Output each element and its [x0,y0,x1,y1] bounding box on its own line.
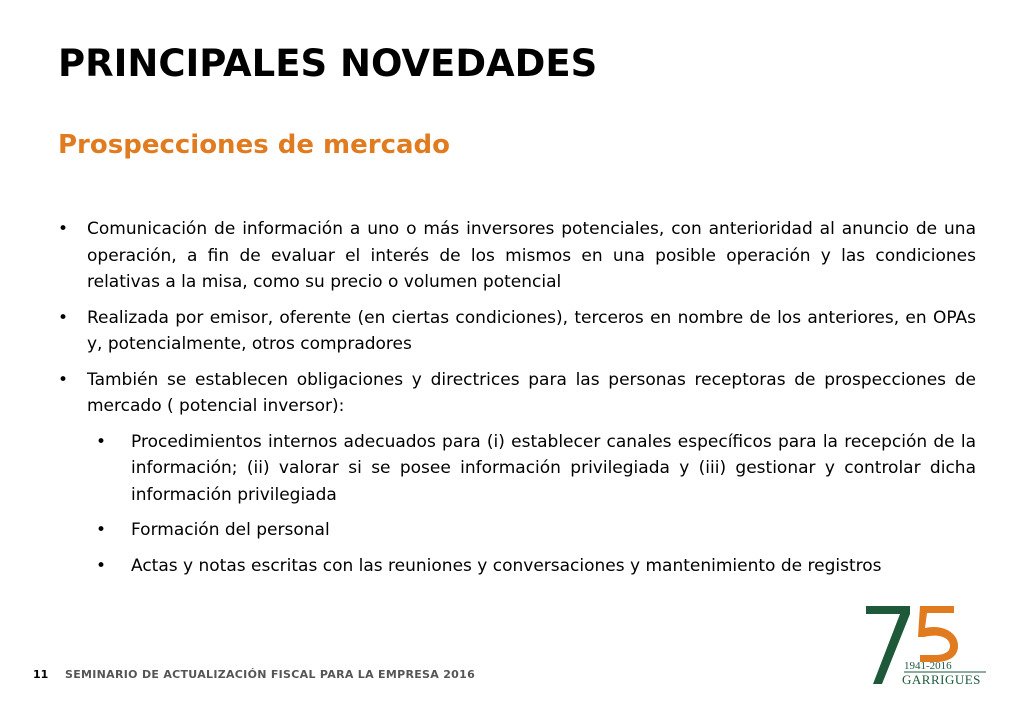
logo-five-shape [918,606,958,662]
sub-list-item [58,553,976,580]
garrigues-75-logo [862,600,992,690]
bullet-text: Comunicación de información a uno o más inversores potenciales, con anterioridad al anuncio de una operación, a fin de evaluar el interés de los mismos en una posible operación y las condiciones relativas a la misa, como su precio o volumen potencial [87,219,976,292]
sub-list-item [58,517,976,544]
bullet-dot: • [96,520,107,540]
slide-title: PRINCIPALES NOVEDADES [58,42,598,85]
page-number: 11 [33,668,49,681]
sub-bullet-text: Procedimientos internos adecuados para (i) establecer canales específicos para la recepción de la información; (ii) valorar si se posee información privilegiada y (iii) gestionar y controlar dicha información privilegiada [131,431,976,505]
logo-brand: GARRIGUES [902,672,981,687]
bullet-list [58,216,976,588]
logo-years: 1941-2016 [904,660,952,672]
list-item [58,367,976,420]
bullet-text: También se establecen obligaciones y directrices para las personas receptoras de prospecciones de mercado ( potencial inversor): [87,369,976,416]
list-item [58,305,976,358]
slide-subtitle: Prospecciones de mercado [58,130,451,160]
bullet-dot: • [58,219,69,239]
bullet-text: Realizada por emisor, oferente (en ciertas condiciones), terceros en nombre de los anteriores, en OPAs y, potencialmente, otros compradores [87,307,976,354]
bullet-dot: • [96,431,107,452]
bullet-dot: • [58,307,69,328]
sub-bullet-text: Formación del personal [131,520,330,540]
sub-list-item [58,429,976,509]
bullet-dot: • [58,369,69,390]
bullet-dot: • [96,555,107,576]
footer-text: SEMINARIO DE ACTUALIZACIÓN FISCAL PARA LA EMPRESA 2016 [65,668,476,681]
sub-bullet-text: Actas y notas escritas con las reuniones y conversaciones y mantenimiento de registros [131,555,882,576]
list-item [58,216,976,296]
